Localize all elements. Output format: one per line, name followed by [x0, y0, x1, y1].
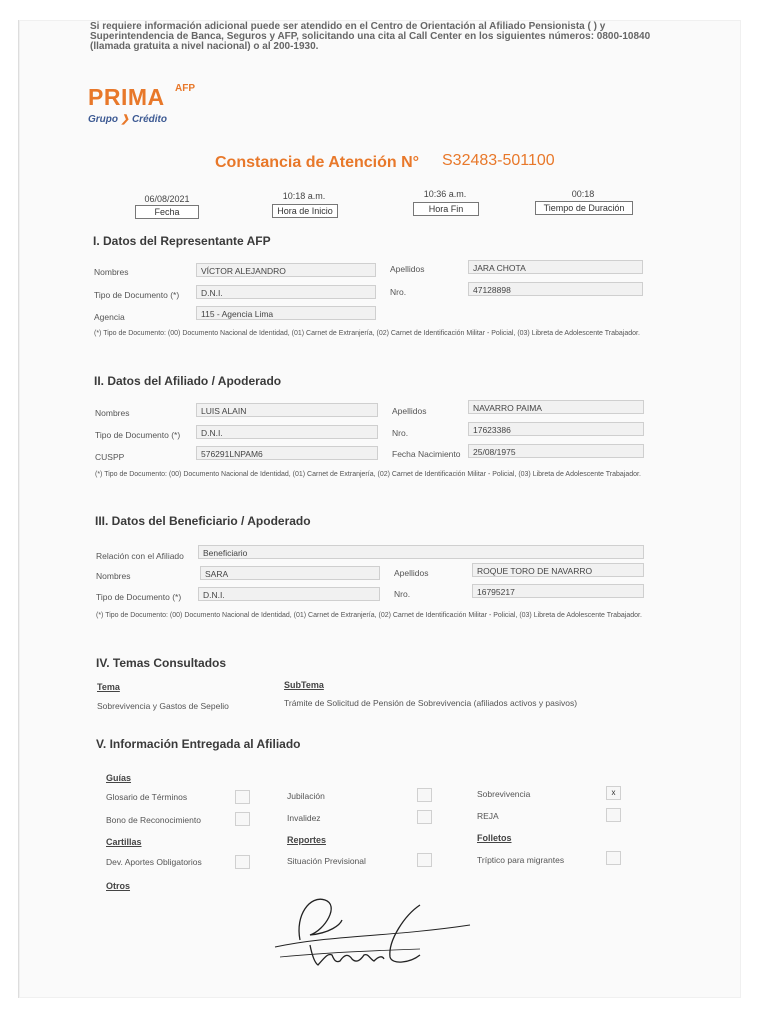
afil-nro-field: 17623386 — [468, 422, 644, 436]
afil-nombres-field: LUIS ALAIN — [196, 403, 378, 417]
afil-fnac-field: 25/08/1975 — [468, 444, 644, 458]
benef-nro-label: Nro. — [394, 589, 411, 599]
reportes-header: Reportes — [287, 835, 327, 845]
afil-apellidos-label: Apellidos — [392, 406, 427, 416]
afil-apellidos-field: NAVARRO PAIMA — [468, 400, 644, 414]
duracion-value: 00:18 — [571, 189, 595, 199]
rep-apellidos-label: Apellidos — [390, 264, 425, 274]
rep-agencia-label: Agencia — [94, 312, 125, 322]
section-temas-heading: IV. Temas Consultados — [96, 656, 227, 670]
benef-apellidos-label: Apellidos — [394, 568, 429, 578]
top-info-note: Si requiere información adicional puede ser atendido en el Centro de Orientación al Afiliado Pensionista ( ) y Superintendencia de Banca, Seguros y AFP, solicitando una cita al Call Center en los siguientes números: 0800-10840 (llamada gratuita a nivel nacional) o al 200-1930. — [90, 21, 651, 52]
dev-aportes-checkbox — [235, 855, 250, 869]
section-afiliado-heading: II. Datos del Afiliado / Apoderado — [94, 374, 282, 388]
rep-apellidos-field: JARA CHOTA — [468, 260, 643, 274]
benef-apellidos-field: ROQUE TORO DE NAVARRO — [472, 563, 644, 577]
afil-doc-type-note: (*) Tipo de Documento: (00) Documento Nacional de Identidad, (01) Carnet de Extranjería, (02) Carnet de Identificación Militar - Policial, (03) Libreta de Adolescente Trabajador. — [95, 471, 641, 478]
otros-header: Otros — [106, 881, 131, 891]
benef-nombres-label: Nombres — [96, 571, 131, 581]
bono-checkbox — [235, 812, 250, 826]
guias-header: Guías — [106, 773, 132, 783]
fecha-label: Fecha — [135, 205, 199, 219]
sobrevivencia-checkbox: x — [606, 786, 621, 800]
rep-nro-label: Nro. — [390, 287, 407, 297]
jubilacion-label: Jubilación — [287, 791, 325, 801]
subtema-value: Trámite de Solicitud de Pensión de Sobrevivencia (afiliados activos y pasivos) — [284, 698, 578, 708]
subtema-header: SubTema — [284, 680, 324, 690]
benef-tipo-doc-field: D.N.I. — [198, 587, 380, 601]
situacion-label: Situación Previsional — [287, 856, 366, 866]
logo-credito-text: Crédito — [131, 114, 167, 125]
section-informacion-heading: V. Información Entregada al Afiliado — [96, 737, 301, 751]
invalidez-checkbox — [417, 810, 432, 824]
signature-image — [270, 885, 490, 975]
bono-label: Bono de Reconocimiento — [106, 815, 201, 825]
benef-relacion-label: Relación con el Afiliado — [96, 551, 184, 561]
invalidez-label: Invalidez — [287, 813, 321, 823]
rep-nro-field: 47128898 — [468, 282, 643, 296]
afil-nombres-label: Nombres — [95, 408, 130, 418]
triptico-label: Tríptico para migrantes — [477, 855, 565, 865]
afil-cuspp-label: CUSPP — [95, 452, 125, 462]
benef-doc-type-note: (*) Tipo de Documento: (00) Documento Nacional de Identidad, (01) Carnet de Extranjería, (02) Carnet de Identificación Militar - Policial, (03) Libreta de Adolescente Trabajador. — [96, 612, 642, 619]
prima-logo-afp: AFP — [175, 83, 195, 94]
rep-agencia-field: 115 - Agencia Lima — [196, 306, 376, 320]
afil-tipo-doc-field: D.N.I. — [196, 425, 378, 439]
document-title: Constancia de Atención N° — [215, 154, 420, 171]
afil-cuspp-field: 576291LNPAM6 — [196, 446, 378, 460]
afil-fnac-label: Fecha Nacimiento — [392, 449, 461, 459]
document-code: S32483-501100 — [442, 152, 555, 169]
rep-nombres-label: Nombres — [94, 267, 129, 277]
fecha-value: 06/08/2021 — [144, 194, 190, 204]
glosario-label: Glosario de Términos — [106, 792, 188, 802]
hora-inicio-value: 10:18 a.m. — [282, 191, 326, 201]
hora-inicio-label: Hora de Inicio — [272, 204, 338, 218]
grupo-credito-logo — [88, 114, 167, 125]
benef-nro-field: 16795217 — [472, 584, 644, 598]
glosario-checkbox — [235, 790, 250, 804]
benef-relacion-field: Beneficiario — [198, 545, 644, 559]
triptico-checkbox — [606, 851, 621, 865]
chevron-icon: ❯ — [120, 114, 130, 125]
reja-checkbox — [606, 808, 621, 822]
duracion-label: Tiempo de Duración — [535, 201, 633, 215]
dev-aportes-label: Dev. Aportes Obligatorios — [106, 857, 202, 867]
benef-nombres-field: SARA — [200, 566, 380, 580]
rep-tipo-doc-label: Tipo de Documento (*) — [94, 290, 180, 300]
sobrevivencia-label: Sobrevivencia — [477, 789, 531, 799]
afil-tipo-doc-label: Tipo de Documento (*) — [95, 430, 181, 440]
hora-fin-value: 10:36 a.m. — [423, 189, 467, 199]
benef-tipo-doc-label: Tipo de Documento (*) — [96, 592, 182, 602]
tema-value: Sobrevivencia y Gastos de Sepelio — [97, 701, 229, 711]
folletos-header: Folletos — [477, 833, 512, 843]
afil-nro-label: Nro. — [392, 428, 409, 438]
prima-logo-text: PRIMA — [88, 84, 165, 110]
section-beneficiario-heading: III. Datos del Beneficiario / Apoderado — [95, 514, 311, 528]
rep-tipo-doc-field: D.N.I. — [196, 285, 376, 299]
jubilacion-checkbox — [417, 788, 432, 802]
cartillas-header: Cartillas — [106, 837, 142, 847]
logo-grupo-text: Grupo — [88, 114, 118, 125]
rep-doc-type-note: (*) Tipo de Documento: (00) Documento Nacional de Identidad, (01) Carnet de Extranjería, (02) Carnet de Identificación Militar - Policial, (03) Libreta de Adolescente Trabajador. — [94, 330, 640, 337]
hora-fin-label: Hora Fin — [413, 202, 479, 216]
tema-header: Tema — [97, 682, 120, 692]
reja-label: REJA — [477, 811, 499, 821]
rep-nombres-field: VÍCTOR ALEJANDRO — [196, 263, 376, 277]
section-representante-heading: I. Datos del Representante AFP — [93, 234, 271, 248]
situacion-checkbox — [417, 853, 432, 867]
